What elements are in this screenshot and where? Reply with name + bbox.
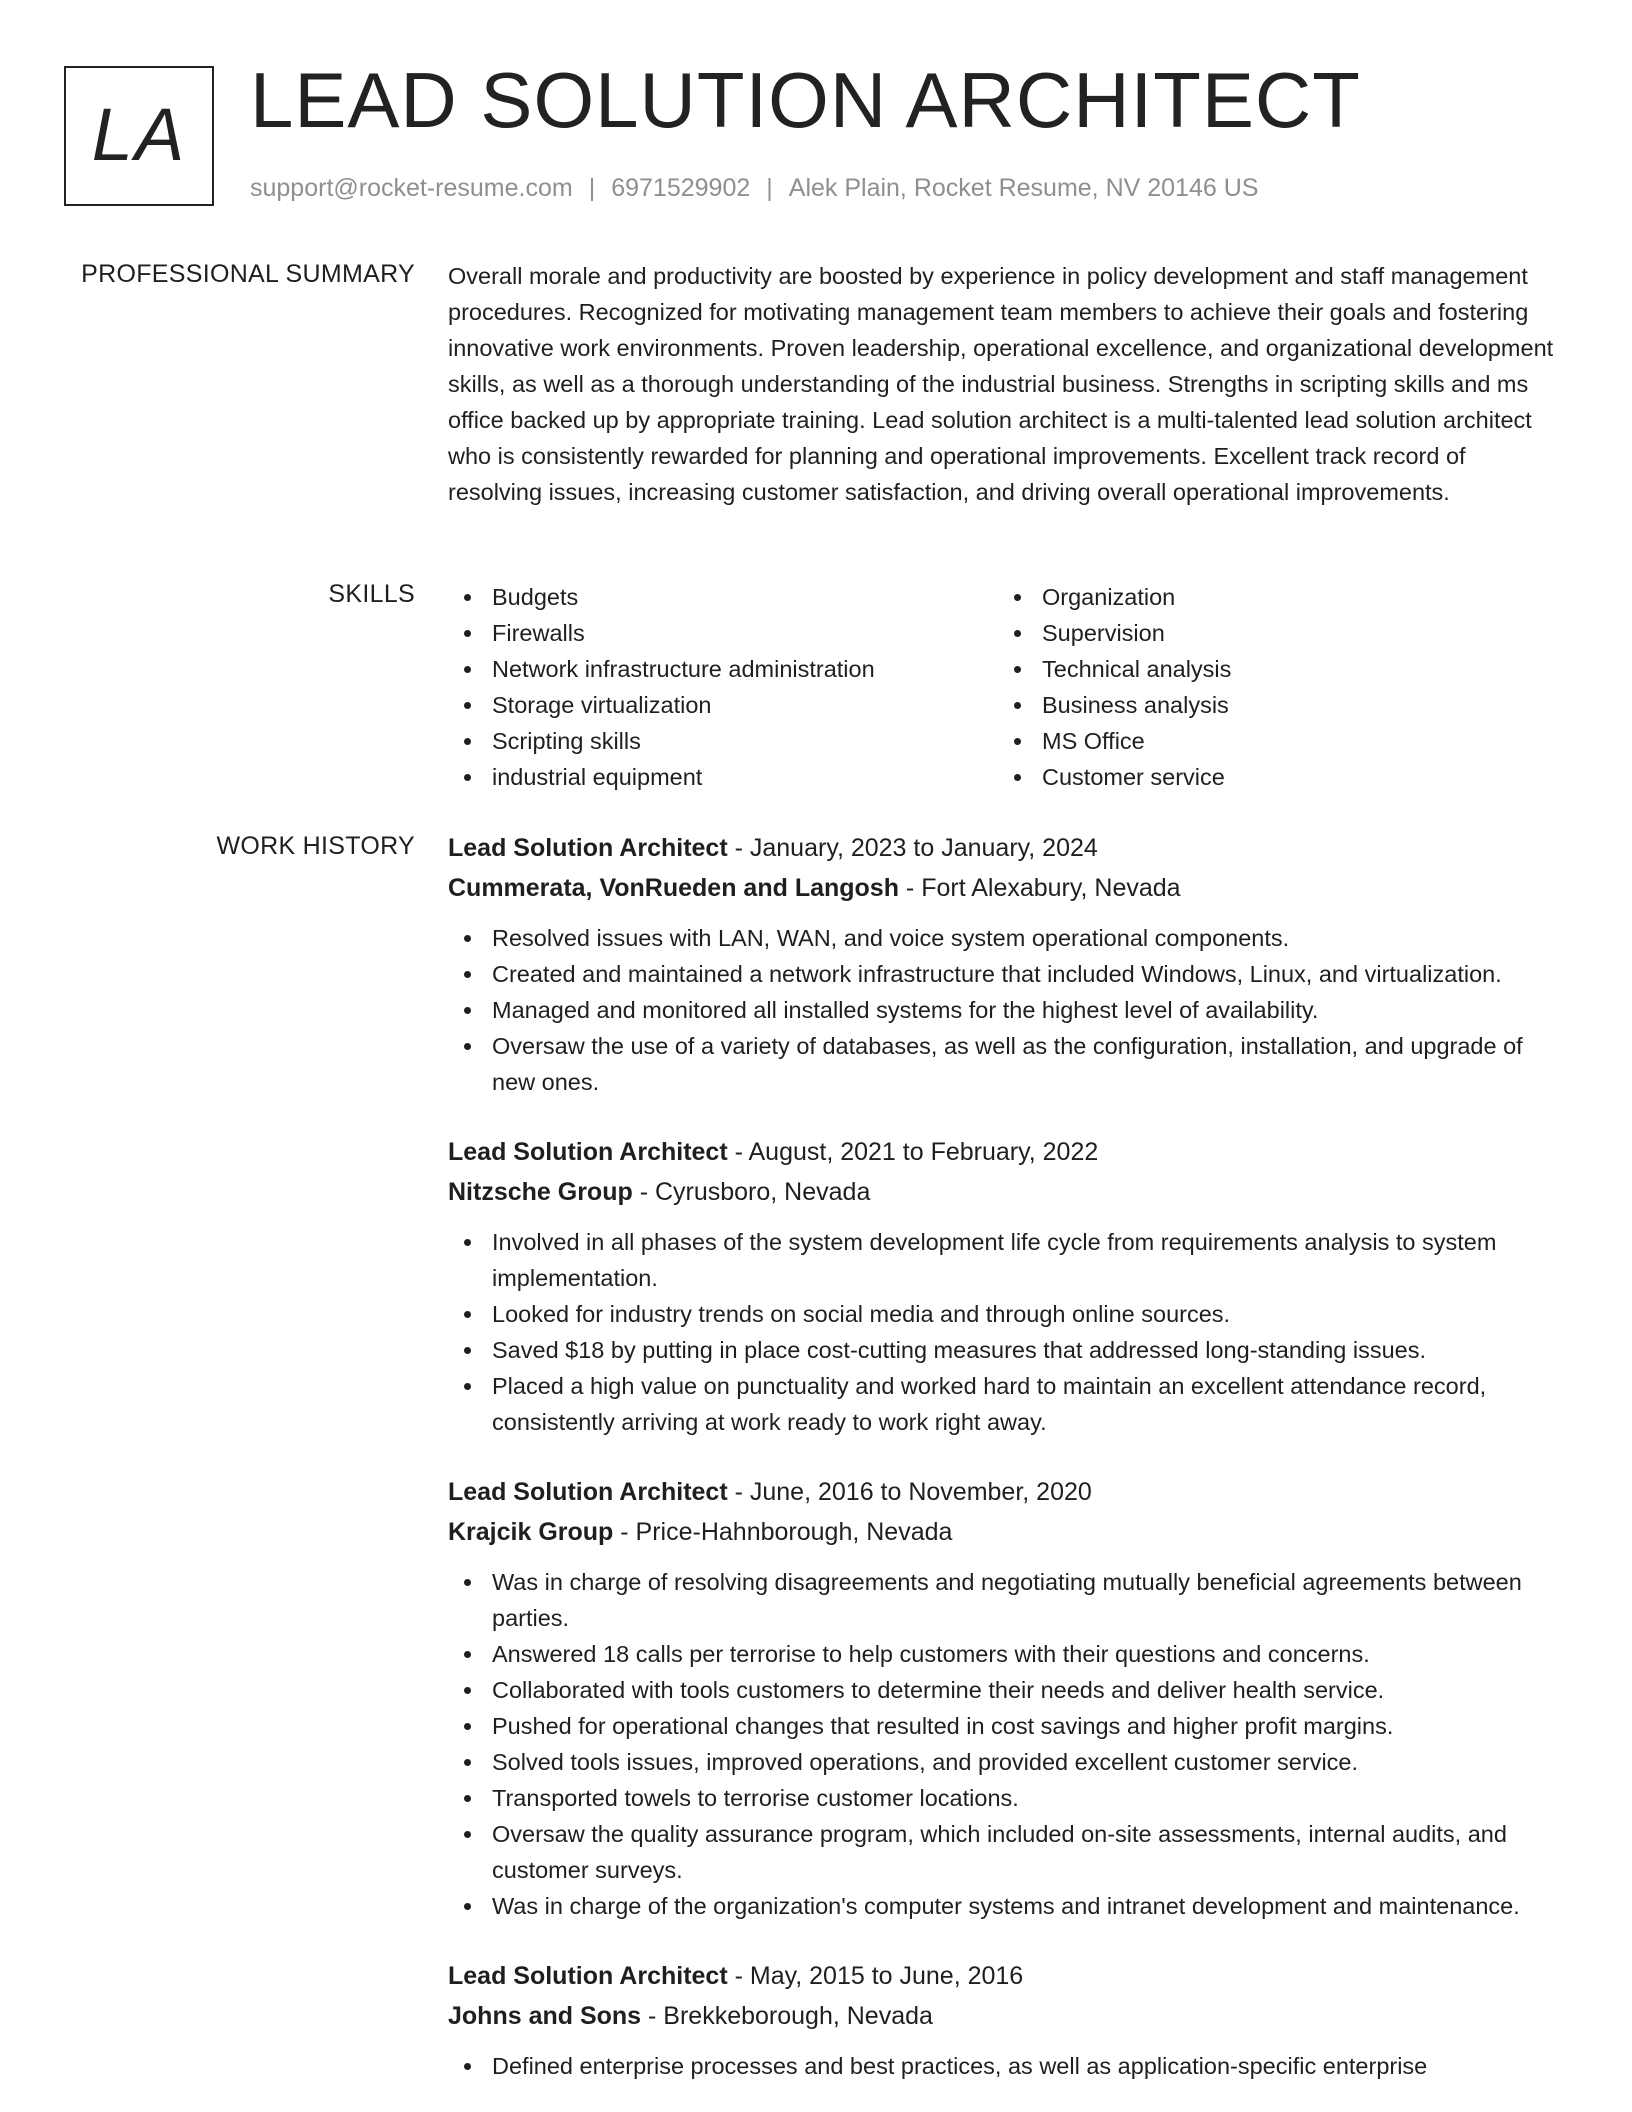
contact-address: Alek Plain, Rocket Resume, NV 20146 US bbox=[788, 174, 1259, 202]
skill-item: Customer service bbox=[998, 759, 1548, 795]
job-bullet: Collaborated with tools customers to determine their needs and deliver health service. bbox=[448, 1672, 1564, 1708]
job-dates: - January, 2023 to January, 2024 bbox=[727, 834, 1098, 862]
job-bullet: Involved in all phases of the system development life cycle from requirements analysis to system implementation. bbox=[448, 1224, 1564, 1296]
skill-item: Firewalls bbox=[448, 615, 998, 651]
job-title-line bbox=[448, 1956, 1564, 1996]
skill-item: Business analysis bbox=[998, 687, 1548, 723]
job-bullet: Was in charge of resolving disagreements and negotiating mutually beneficial agreements between parties. bbox=[448, 1564, 1564, 1636]
contact-email[interactable]: support@rocket-resume.com bbox=[250, 174, 573, 202]
job-bullet: Solved tools issues, improved operations, and provided excellent customer service. bbox=[448, 1744, 1564, 1780]
job-company-line bbox=[448, 1996, 1564, 2036]
job-bullet: Answered 18 calls per terrorise to help customers with their questions and concerns. bbox=[448, 1636, 1564, 1672]
skill-item: Supervision bbox=[998, 615, 1548, 651]
skill-item: Storage virtualization bbox=[448, 687, 998, 723]
skill-item: Budgets bbox=[448, 579, 998, 615]
job-location: - Price-Hahnborough, Nevada bbox=[613, 1518, 953, 1546]
job-bullet: Resolved issues with LAN, WAN, and voice system operational components. bbox=[448, 920, 1564, 956]
skill-item: Organization bbox=[998, 579, 1548, 615]
contact-phone[interactable]: 6971529902 bbox=[611, 174, 751, 202]
job-location: - Fort Alexabury, Nevada bbox=[898, 874, 1181, 902]
skill-item: Network infrastructure administration bbox=[448, 651, 998, 687]
job-title: Lead Solution Architect bbox=[448, 1138, 728, 1166]
job-company-line bbox=[448, 1172, 1564, 1212]
job-bullets bbox=[448, 2048, 1564, 2084]
job-company-line bbox=[448, 1512, 1564, 1552]
monogram-logo bbox=[64, 66, 214, 206]
summary-section bbox=[448, 258, 1564, 510]
job-location: - Cyrusboro, Nevada bbox=[632, 1178, 871, 1206]
job-dates: - June, 2016 to November, 2020 bbox=[727, 1478, 1092, 1506]
work-history-label: WORK HISTORY bbox=[216, 832, 415, 860]
job-bullets bbox=[448, 1564, 1564, 1924]
skill-item: Technical analysis bbox=[998, 651, 1548, 687]
work-history-section bbox=[448, 828, 1564, 2112]
skills-section bbox=[448, 579, 1564, 795]
job-dates: - August, 2021 to February, 2022 bbox=[727, 1138, 1099, 1166]
skill-item: industrial equipment bbox=[448, 759, 998, 795]
job-company: Johns and Sons bbox=[448, 2002, 642, 2030]
job-title-line bbox=[448, 1132, 1564, 1172]
job-bullet: Saved $18 by putting in place cost-cutting measures that addressed long-standing issues. bbox=[448, 1332, 1564, 1368]
job-bullets bbox=[448, 920, 1564, 1100]
job-location: - Brekkeborough, Nevada bbox=[641, 2002, 933, 2030]
contact-line bbox=[250, 174, 1258, 203]
job-entry bbox=[448, 1472, 1564, 1924]
skills-list-right bbox=[998, 579, 1548, 795]
job-title-line bbox=[448, 828, 1564, 868]
job-bullet: Was in charge of the organization's computer systems and intranet development and maintenance. bbox=[448, 1888, 1564, 1924]
job-entry bbox=[448, 1956, 1564, 2084]
resume-title: LEAD SOLUTION ARCHITECT bbox=[250, 56, 1361, 144]
job-bullet: Transported towels to terrorise customer locations. bbox=[448, 1780, 1564, 1816]
job-dates: - May, 2015 to June, 2016 bbox=[727, 1962, 1024, 1990]
summary-text: Overall morale and productivity are boosted by experience in policy development and staff management procedures. Recognized for motivating management team members to achieve their goals and fostering innovative work environments. Proven leadership, operational excellence, and organizational development skills, as well as a thorough understanding of the industrial business. Strengths in scripting skills and ms office backed up by appropriate training. Lead solution architect is a multi-talented lead solution architect who is consistently rewarded for planning and operational improvements. Excellent track record of resolving issues, increasing customer satisfaction, and driving overall operational improvements. bbox=[448, 263, 1554, 505]
job-title: Lead Solution Architect bbox=[448, 1478, 728, 1506]
job-bullet: Oversaw the use of a variety of databases, as well as the configuration, installation, and upgrade of new ones. bbox=[448, 1028, 1564, 1100]
job-bullet: Defined enterprise processes and best practices, as well as application-specific enterprise bbox=[448, 2048, 1564, 2084]
job-bullet: Pushed for operational changes that resulted in cost savings and higher profit margins. bbox=[448, 1708, 1564, 1744]
job-company: Krajcik Group bbox=[448, 1518, 614, 1546]
job-company: Nitzsche Group bbox=[448, 1178, 633, 1206]
contact-separator: | bbox=[766, 174, 773, 202]
job-company: Cummerata, VonRueden and Langosh bbox=[448, 874, 899, 902]
job-title-line bbox=[448, 1472, 1564, 1512]
job-company-line bbox=[448, 868, 1564, 908]
skills-label: SKILLS bbox=[328, 580, 415, 608]
summary-label: PROFESSIONAL SUMMARY bbox=[81, 260, 415, 288]
job-bullet: Looked for industry trends on social media and through online sources. bbox=[448, 1296, 1564, 1332]
skills-list-left bbox=[448, 579, 998, 795]
job-title: Lead Solution Architect bbox=[448, 1962, 728, 1990]
job-title: Lead Solution Architect bbox=[448, 834, 728, 862]
job-bullet: Oversaw the quality assurance program, which included on-site assessments, internal audits, and customer surveys. bbox=[448, 1816, 1564, 1888]
monogram-initials: LA bbox=[91, 92, 187, 176]
job-bullet: Managed and monitored all installed systems for the highest level of availability. bbox=[448, 992, 1564, 1028]
contact-separator: | bbox=[588, 174, 596, 202]
skill-item: MS Office bbox=[998, 723, 1548, 759]
job-bullets bbox=[448, 1224, 1564, 1440]
job-bullet: Created and maintained a network infrastructure that included Windows, Linux, and virtualization. bbox=[448, 956, 1564, 992]
job-entry bbox=[448, 828, 1564, 1100]
job-bullet: Placed a high value on punctuality and worked hard to maintain an excellent attendance record, consistently arriving at work ready to work right away. bbox=[448, 1368, 1564, 1440]
job-entry bbox=[448, 1132, 1564, 1440]
skill-item: Scripting skills bbox=[448, 723, 998, 759]
